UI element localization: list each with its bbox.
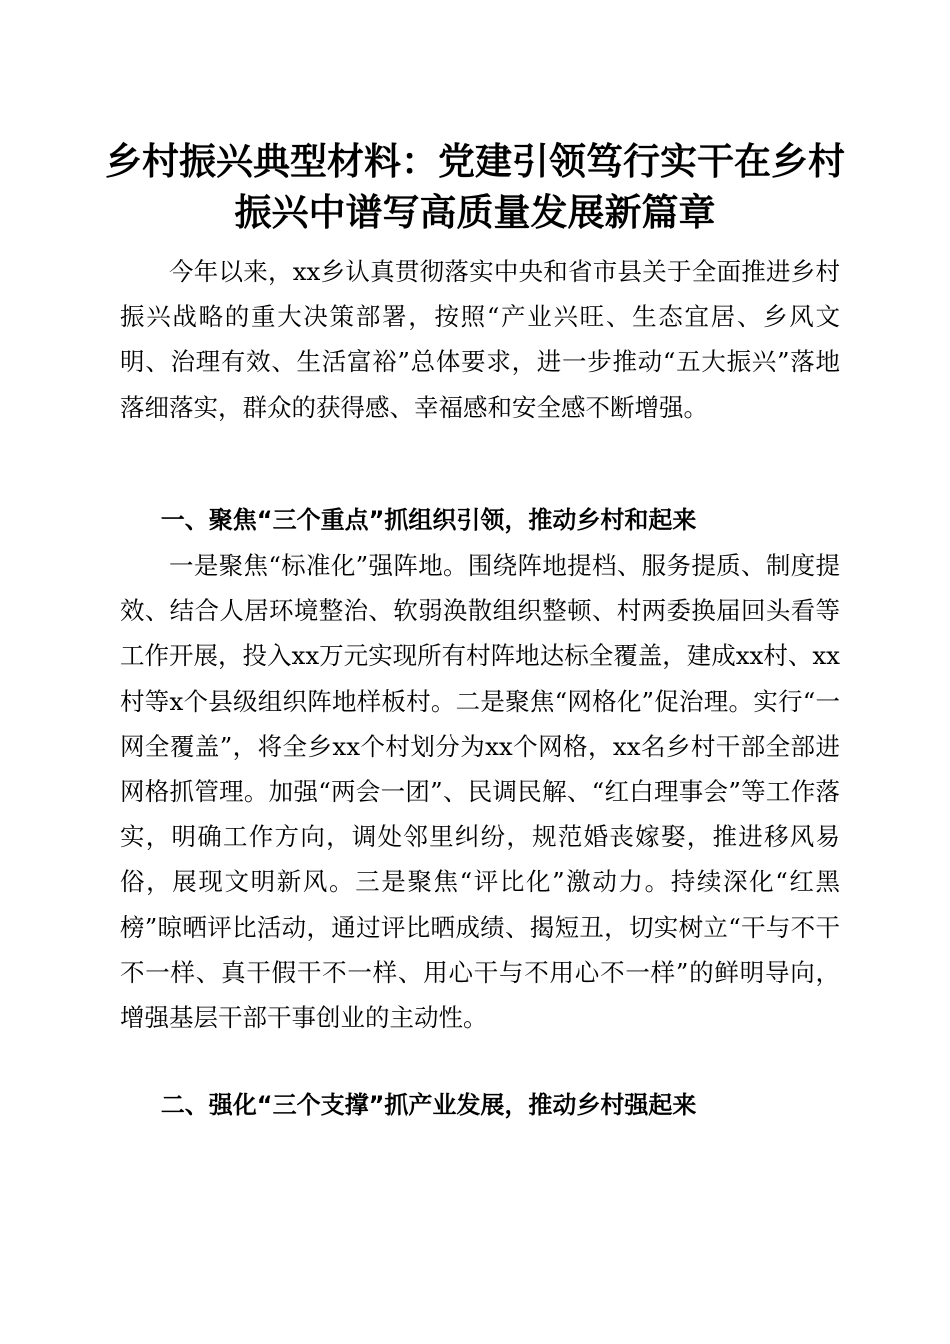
section-2-heading: 二、强化“三个支撑”抓产业发展，推动乡村强起来 — [160, 1091, 697, 1119]
intro-paragraph: 今年以来，xx乡认真贯彻落实中央和省市县关于全面推进乡村振兴战略的重大决策部署，按照“产业兴旺、生态宜居、乡风文明、治理有效、生活富裕”总体要求，进一步推动“五大振兴”落地落细落实，群众的获得感、幸福感和安全感不断增强。 — [120, 257, 840, 422]
section-1-paragraph: 一是聚焦“标准化”强阵地。围绕阵地提档、服务提质、制度提效、结合人居环境整治、软弱涣散组织整顿、村两委换届回头看等工作开展，投入xx万元实现所有村阵地达标全覆盖，建成xx村、xx村等x个县级组织阵地样板村。二是聚焦“网格化”促治理。实行“一网全覆盖”，将全乡xx个村划分为xx个网格，xx名乡村干部全部进网格抓管理。加强“两会一团”、民调民解、“红白理事会”等工作落实，明确工作方向，调处邻里纠纷，规范婚丧嫁娶，推进移风易俗，展现文明新风。三是聚焦“评比化”激动力。持续深化“红黑榜”晾晒评比活动，通过评比晒成绩、揭短丑，切实树立“干与不干不一样、真干假干不一样、用心干与不用心不一样”的鲜明导向，增强基层干部干事创业的主动性。 — [120, 551, 840, 1033]
section-1-heading: 一、聚焦“三个重点”抓组织引领，推动乡村和起来 — [160, 506, 697, 534]
document-title-line-2: 振兴中谱写高质量发展新篇章 — [234, 190, 716, 234]
document-title-line-1: 乡村振兴典型材料：党建引领笃行实干在乡村 — [105, 139, 845, 183]
